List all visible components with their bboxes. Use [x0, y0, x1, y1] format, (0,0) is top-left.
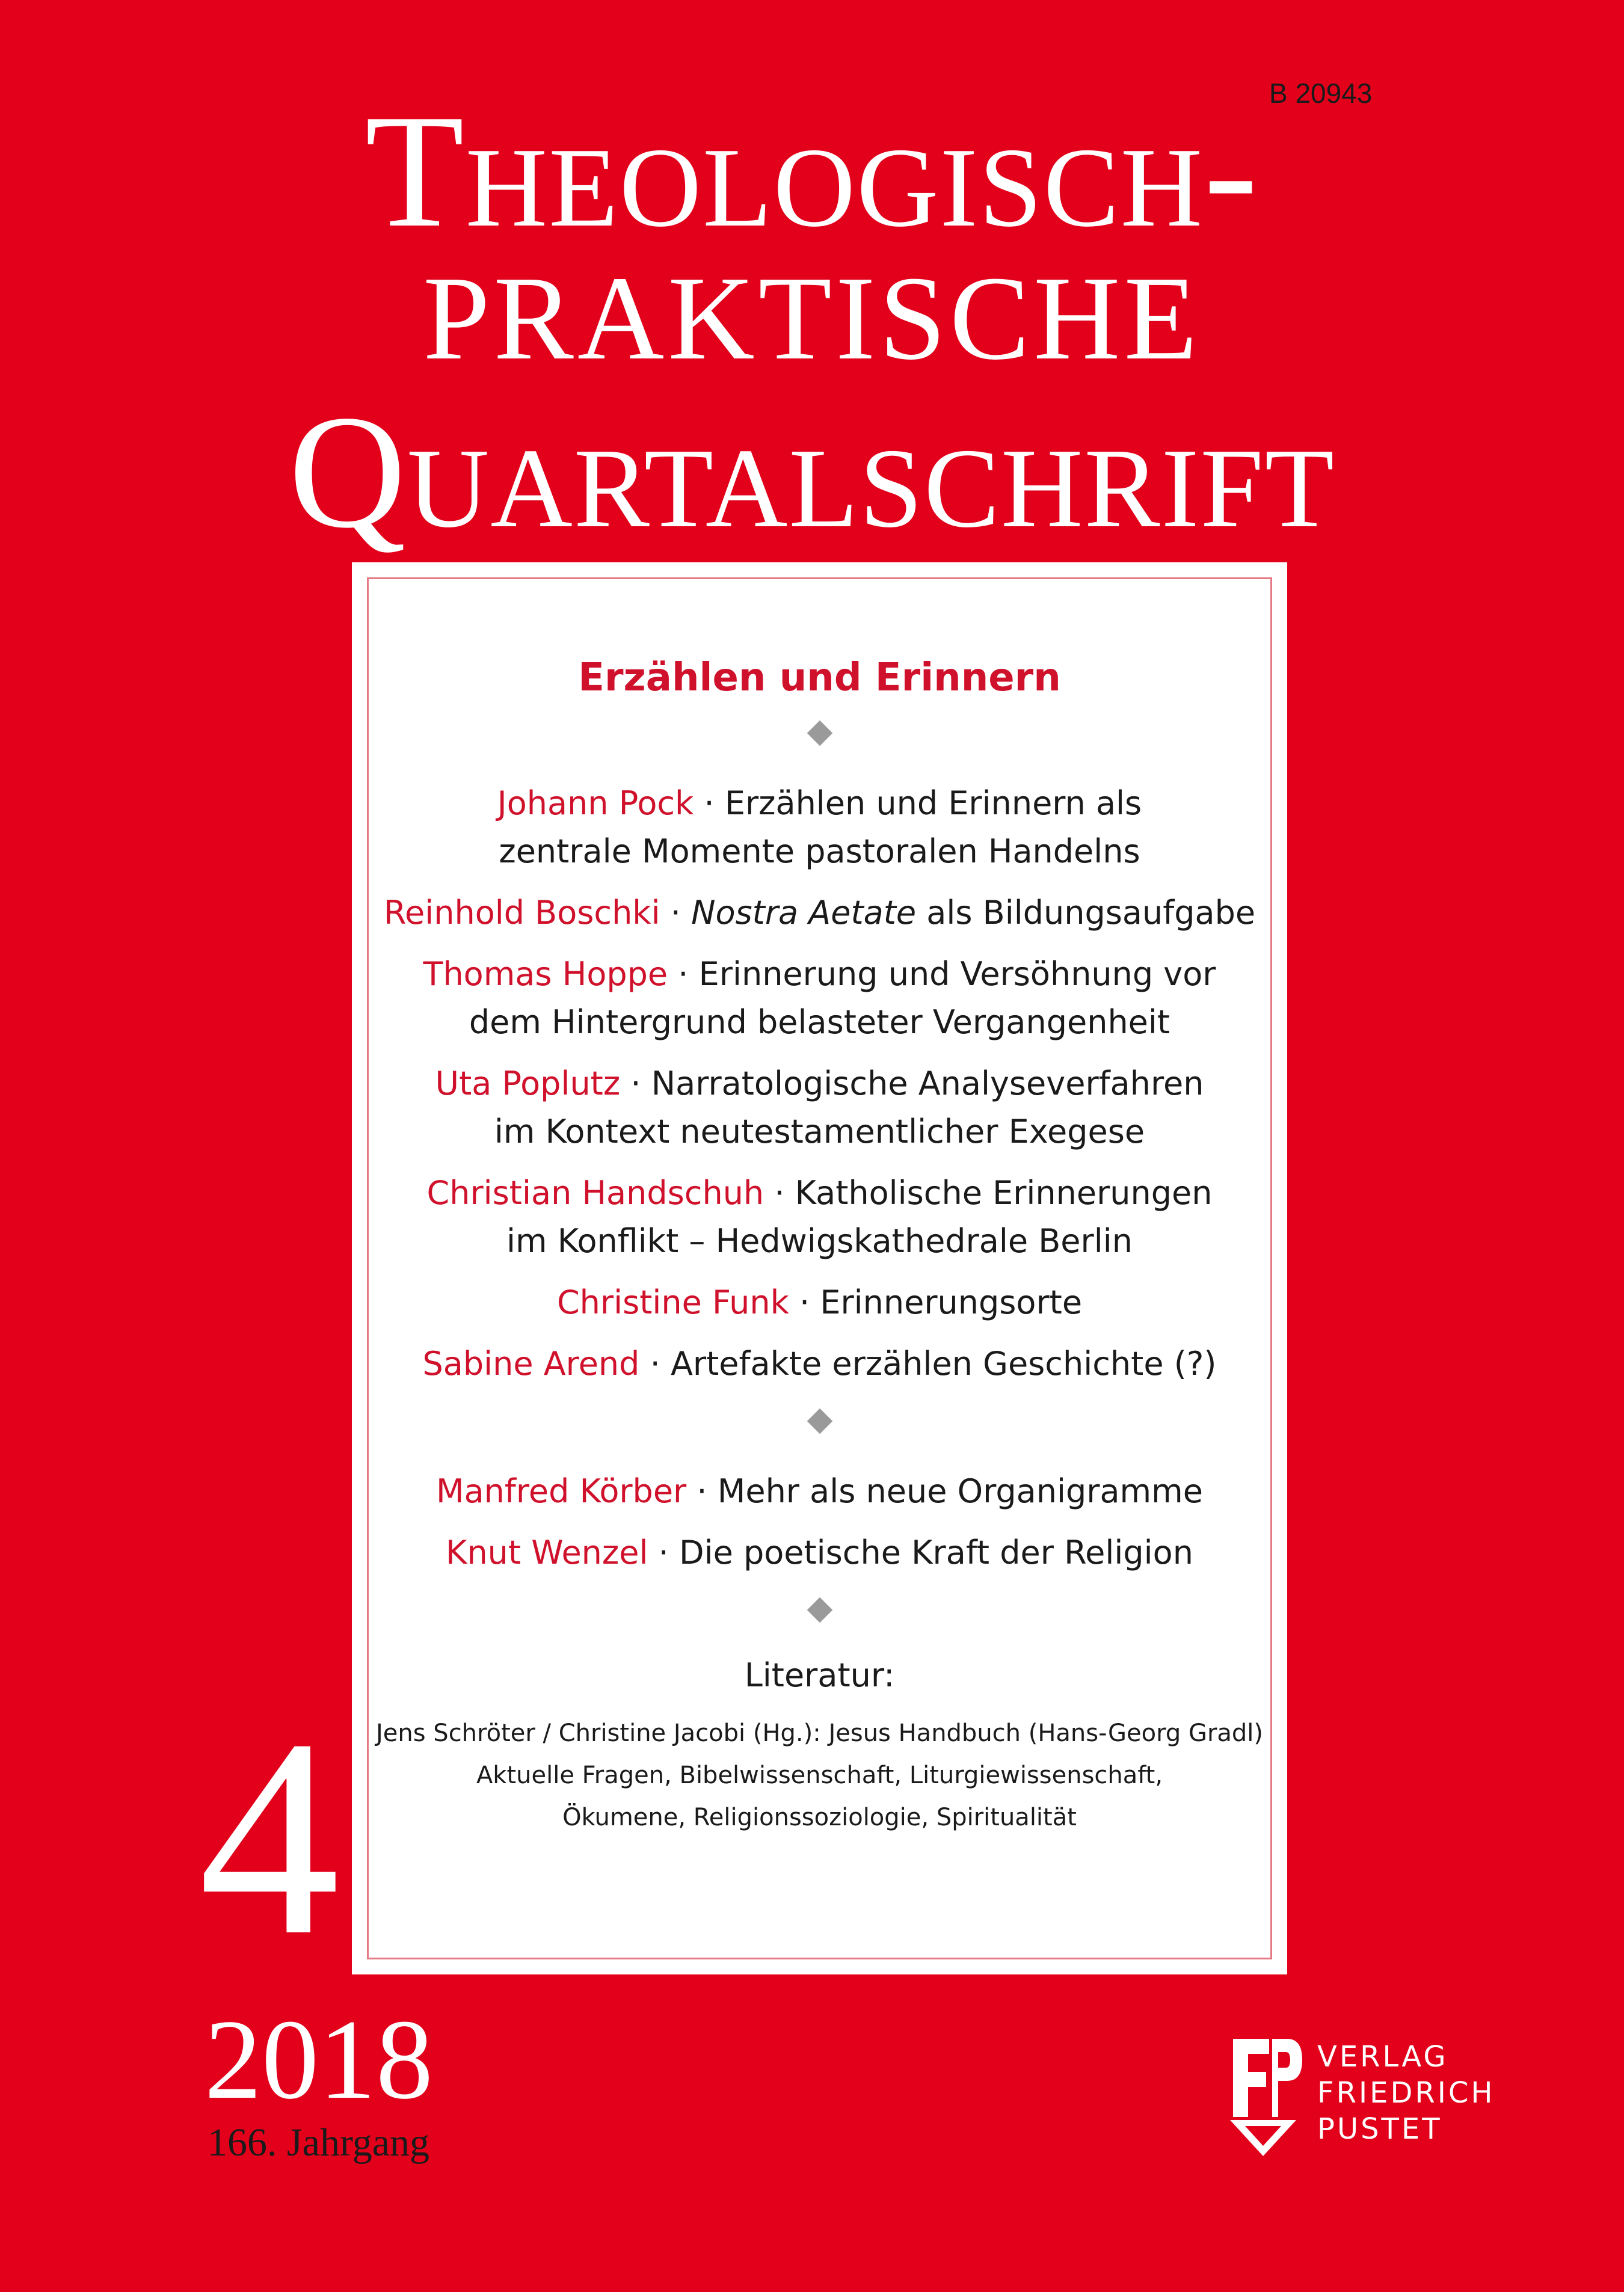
literature-line: Aktuelle Fragen, Bibelwissenschaft, Liturgiewissenschaft, — [476, 1762, 1163, 1789]
issn-number: B 20943 — [1269, 78, 1373, 109]
separator: · — [764, 1174, 795, 1212]
article-author: Knut Wenzel — [446, 1534, 648, 1572]
article-author: Sabine Arend — [422, 1345, 640, 1383]
article-author: Christian Handschuh — [426, 1174, 764, 1212]
article-title: Narratologische Analyseverfahren — [651, 1065, 1204, 1102]
article-author: Johann Pock — [497, 784, 694, 822]
title-line-3: Quartalschrift — [288, 382, 1336, 562]
diamond-icon — [807, 720, 832, 746]
publication-year: 2018 — [205, 1997, 433, 2123]
volume-label: 166. Jahrgang — [208, 2121, 430, 2164]
separator: · — [660, 894, 692, 932]
article-entry — [352, 950, 1287, 1046]
article-title-cont: zentrale Momente pastoralen Handelns — [499, 832, 1140, 870]
issue-theme: Erzählen und Erinnern — [578, 656, 1061, 700]
article-entry — [352, 889, 1287, 937]
literature-label: Literatur: — [744, 1656, 895, 1694]
article-title: Erinnerung und Versöhnung vor — [698, 955, 1216, 993]
article-title: Artefakte erzählen Geschichte (?) — [670, 1345, 1217, 1383]
separator: · — [648, 1534, 679, 1572]
diamond-icon — [807, 1409, 832, 1434]
table-of-contents — [352, 656, 1287, 1839]
article-author: Christine Funk — [556, 1283, 789, 1321]
separator: · — [694, 784, 725, 822]
article-title-italic: Nostra Aetate — [691, 894, 917, 932]
fp-logo-icon — [1221, 2027, 1305, 2159]
separator: · — [686, 1472, 718, 1510]
theme-articles — [352, 779, 1287, 1388]
article-title: Erinnerungsorte — [820, 1283, 1083, 1321]
diamond-icon — [807, 1597, 832, 1623]
publisher-name — [1317, 2039, 1495, 2147]
article-entry — [352, 1169, 1287, 1265]
article-entry — [352, 1060, 1287, 1156]
contents-panel — [352, 562, 1287, 1974]
article-author: Reinhold Boschki — [383, 894, 660, 932]
publisher-line: FRIEDRICH — [1317, 2076, 1495, 2110]
separator: · — [639, 1345, 671, 1383]
publisher-line: VERLAG — [1317, 2040, 1448, 2074]
article-title-cont: dem Hintergrund belasteter Vergangenheit — [469, 1003, 1170, 1041]
article-title: Die poetische Kraft der Religion — [678, 1534, 1193, 1572]
article-entry — [352, 1529, 1287, 1577]
separator: · — [620, 1065, 651, 1102]
article-entry — [352, 1279, 1287, 1327]
article-entry — [352, 779, 1287, 876]
separator: · — [789, 1283, 820, 1321]
article-title: Erzählen und Erinnern als — [724, 784, 1142, 822]
article-title: Mehr als neue Organigramme — [717, 1472, 1203, 1510]
literature-line: Jens Schröter / Christine Jacobi (Hg.): Jesus Handbuch (Hans-Georg Gradl) — [375, 1719, 1264, 1747]
article-title-cont: im Konflikt – Hedwigskathedrale Berlin — [506, 1222, 1133, 1260]
literature-line: Ökumene, Religionssoziologie, Spiritualität — [562, 1804, 1077, 1831]
article-entry — [352, 1340, 1287, 1388]
title-line-1: Theologisch- — [364, 81, 1260, 261]
article-author: Manfred Körber — [436, 1472, 687, 1510]
article-entry — [352, 1467, 1287, 1516]
other-articles — [352, 1467, 1287, 1577]
article-title: als Bildungsaufgabe — [916, 894, 1256, 932]
separator: · — [668, 955, 699, 993]
article-title: Katholische Erinnerungen — [795, 1174, 1213, 1212]
title-line-2: PRAKTISCHE — [423, 252, 1201, 385]
article-title-cont: im Kontext neutestamentlicher Exegese — [494, 1113, 1145, 1151]
publisher-line: PUSTET — [1317, 2112, 1442, 2146]
article-author: Thomas Hoppe — [423, 955, 668, 993]
article-author: Uta Poplutz — [435, 1065, 621, 1102]
issue-number: 4 — [198, 1680, 340, 1994]
